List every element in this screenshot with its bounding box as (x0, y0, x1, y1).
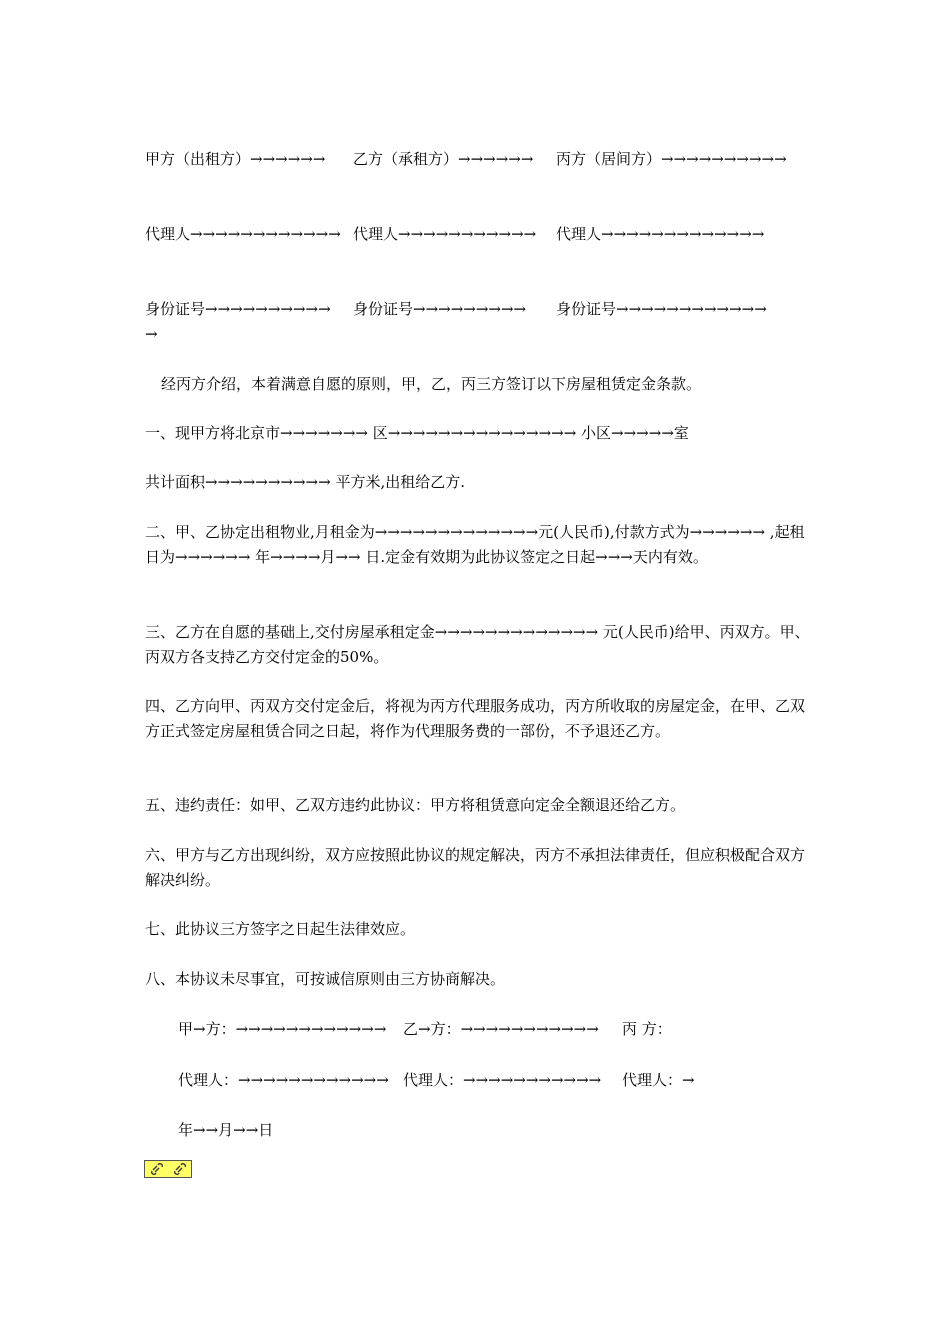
intro-paragraph: 经丙方介绍，本着满意自愿的原则，甲，乙，丙三方签订以下房屋租赁定金条款。 (161, 375, 702, 393)
id-a-label: 身份证号→→→→→→→→→→ (145, 300, 331, 318)
link-icon[interactable] (168, 1161, 191, 1177)
party-a-label: 甲方（出租方）→→→→→→ (145, 150, 326, 168)
clause-2: 二、甲、乙协定出租物业,月租金为→→→→→→→→→→→→→元(人民币),付款方式为→→→→→→ ,起租日为→→→→→→ 年→→→→月→→ 日.定金有效期为此协议签定之日起→→→天内有效。 (145, 523, 805, 566)
sign-agent-a: 代理人：→→→→→→→→→→→→ (178, 1071, 389, 1089)
clause-8: 八、本协议未尽事宜，可按诚信原则由三方协商解决。 (145, 970, 506, 988)
agent-c-label: 代理人→→→→→→→→→→→→→ (556, 225, 765, 243)
sign-agent-c: 代理人：→ (622, 1071, 695, 1089)
agent-a-label: 代理人→→→→→→→→→→→→ (145, 225, 341, 243)
clause-3: 三、乙方在自愿的基础上,交付房屋承租定金→→→→→→→→→→→→→ 元(人民币)给甲、丙双方。甲、丙双方各支持乙方交付定金的50%。 (145, 623, 810, 666)
party-b-label: 乙方（承租方）→→→→→→ (353, 150, 534, 168)
clause-4: 四、乙方向甲、丙双方交付定金后，将视为丙方代理服务成功，丙方所收取的房屋定金，在甲、乙双方正式签定房屋租赁合同之日起，将作为代理服务费的一部份，不予退还乙方。 (145, 697, 806, 740)
id-c-label: 身份证号→→→→→→→→→→→→ (556, 300, 767, 318)
clause-7: 七、此协议三方签字之日起生法律效应。 (145, 920, 416, 938)
agent-b-label: 代理人→→→→→→→→→→→ (353, 225, 537, 243)
link-icon-group[interactable] (144, 1160, 192, 1178)
clause-1b: 共计面积→→→→→→→→→→ 平方米,出租给乙方. (145, 473, 465, 491)
sign-party-c: 丙 方： (622, 1020, 672, 1038)
id-b-label: 身份证号→→→→→→→→→ (353, 300, 527, 318)
id-wrap: → (145, 325, 158, 343)
clause-1a: 一、现甲方将北京市→→→→→→→ 区→→→→→→→→→→→→→→→ 小区→→→→→室 (145, 424, 689, 442)
sign-agent-b: 代理人：→→→→→→→→→→→ (403, 1071, 602, 1089)
party-c-label: 丙方（居间方）→→→→→→→→→→ (556, 150, 787, 168)
clause-6: 六、甲方与乙方出现纠纷，双方应按照此协议的规定解决，丙方不承担法律责任，但应积极配合双方解决纠纷。 (145, 846, 806, 889)
sign-party-a: 甲→方：→→→→→→→→→→→→ (178, 1020, 387, 1038)
sign-date: 年→→月→→日 (178, 1121, 274, 1139)
sign-party-b: 乙→方：→→→→→→→→→→→ (403, 1020, 599, 1038)
clause-5: 五、违约责任：如甲、乙双方违约此协议：甲方将租赁意向定金全额退还给乙方。 (145, 796, 686, 814)
link-icon[interactable] (145, 1161, 168, 1177)
